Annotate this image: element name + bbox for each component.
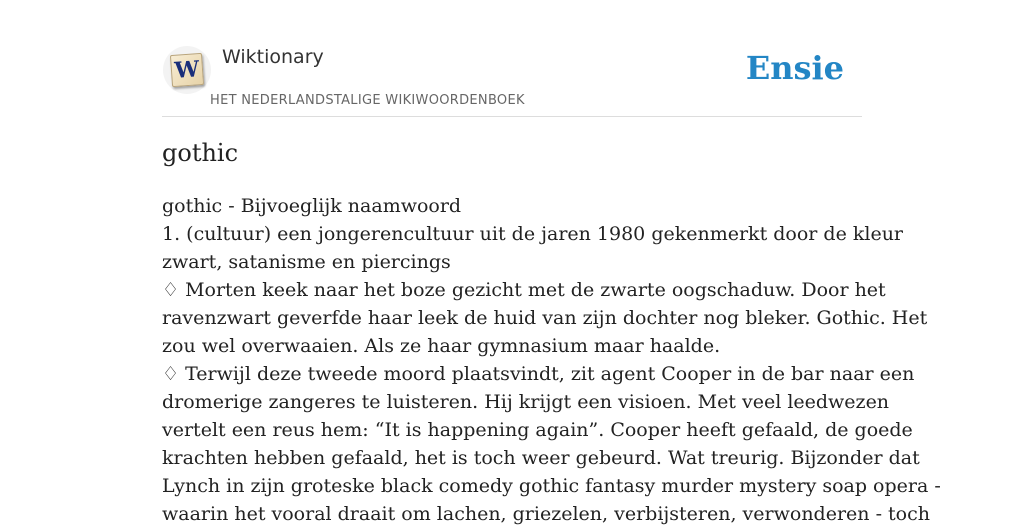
entry-line: ♢ Morten keek naar het boze gezicht met de zwarte oogschaduw. Door het — [162, 279, 886, 301]
entry-line: 1. (cultuur) een jongerencultuur uit de jaren 1980 gekenmerkt door de kleur — [162, 223, 904, 245]
site-header — [162, 0, 862, 117]
ensie-brand-logo[interactable]: Ensie — [745, 49, 844, 87]
site-tagline: HET NEDERLANDSTALIGE WIKIWOORDENBOEK — [210, 93, 525, 108]
entry-body — [162, 192, 941, 528]
entry-line: dromerige zangeres te luisteren. Hij krijgt een visioen. Met veel leedwezen — [162, 391, 890, 413]
wiktionary-tile-icon: W — [170, 53, 204, 87]
entry-line: krachten hebben gefaald, het is toch weer gebeurd. Wat treurig. Bijzonder dat — [162, 447, 920, 469]
entry-title: gothic — [162, 139, 239, 167]
entry-line: zwart, satanisme en piercings — [162, 251, 451, 273]
entry-line: waarin het vooral draait om lachen, griezelen, verbijsteren, verwonderen - toch — [162, 503, 930, 525]
entry-line: Lynch in zijn groteske black comedy gothic fantasy murder mystery soap opera - — [162, 475, 941, 497]
entry-line: ravenzwart geverfde haar leek de huid van zijn dochter nog bleker. Gothic. Het — [162, 307, 928, 329]
entry-line: vertelt een reus hem: “It is happening again”. Cooper heeft gefaald, de goede — [162, 419, 913, 441]
wiktionary-logo[interactable] — [163, 46, 211, 94]
entry-line: gothic - Bijvoeglijk naamwoord — [162, 195, 462, 217]
entry-line: zou wel overwaaien. Als ze haar gymnasium maar haalde. — [162, 335, 721, 357]
entry-line: ♢ Terwijl deze tweede moord plaatsvindt, zit agent Cooper in de bar naar een — [162, 363, 915, 385]
site-name[interactable]: Wiktionary — [222, 46, 324, 68]
